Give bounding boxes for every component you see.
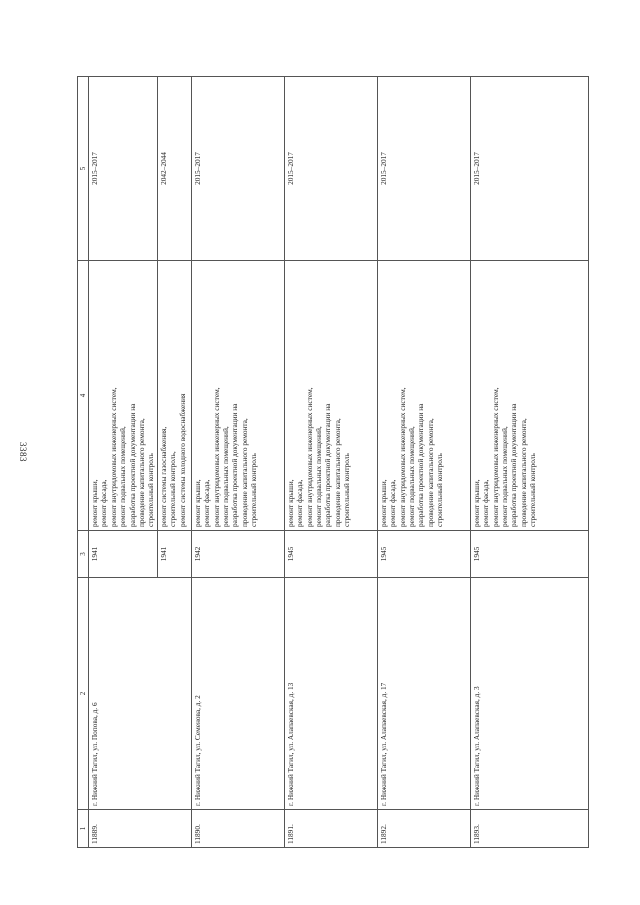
row-year: 1945 [470,531,588,578]
header-col-2: 2 [78,578,89,810]
row-period: 2042–2044 [157,77,191,261]
table-row [284,77,377,848]
row-year: 1941 [89,531,158,578]
table-row [89,77,158,848]
table-row [377,77,470,848]
row-number: 11890. [191,810,284,848]
header-col-3: 3 [78,531,89,578]
row-works: ремонт крыши, ремонт фасада, ремонт внутридомовых инженерных систем, ремонт подвальных помещений, разработка проектной документации на проведение капитального ремонта, строительный контроль [377,261,470,531]
row-address: г. Нижний Тагил, ул. Алапаевская, д. 13 [284,578,377,810]
row-address: г. Нижний Тагил, ул. Алапаевская, д. 3 [470,578,588,810]
row-number: 11892. [377,810,470,848]
row-number: 11891. [284,810,377,848]
row-works: ремонт крыши, ремонт фасада, ремонт внутридомовых инженерных систем, ремонт подвальных помещений, разработка проектной документации на проведение капитального ремонта, строительный контроль [89,261,158,531]
row-period: 2015–2017 [470,77,588,261]
row-period: 2015–2017 [89,77,158,261]
row-works: ремонт системы газоснабжения, строительный контроль, ремонт системы холодного водоснабжения [157,261,191,531]
row-number: 11893. [470,810,588,848]
header-col-1: 1 [78,810,89,848]
row-year: 1941 [157,531,191,578]
table-row [191,77,284,848]
row-year: 1942 [191,531,284,578]
document-sheet [77,77,589,848]
row-works: ремонт крыши, ремонт фасада, ремонт внутридомовых инженерных систем, ремонт подвальных помещений, разработка проектной документации на проведение капитального ремонта, строительный контроль [470,261,588,531]
row-works: ремонт крыши, ремонт фасада, ремонт внутридомовых инженерных систем, ремонт подвальных помещений, разработка проектной документации на проведение капитального ремонта, строительный контроль [191,261,284,531]
header-row [78,77,89,848]
page-number-text: 3383 [18,442,28,462]
row-period: 2015–2017 [284,77,377,261]
row-year: 1945 [284,531,377,578]
row-period: 2015–2017 [377,77,470,261]
table-row [470,77,588,848]
row-address: г. Нижний Тагил, ул. Семенова, д. 2 [191,578,284,810]
row-address: г. Нижний Тагил, ул. Попова, д. 6 [89,578,192,810]
repair-schedule-table [77,76,589,848]
row-works: ремонт крыши, ремонт фасада, ремонт внутридомовых инженерных систем, ремонт подвальных помещений, разработка проектной документации на проведение капитального ремонта, строительный контроль [284,261,377,531]
row-number: 11889. [89,810,192,848]
row-year: 1945 [377,531,470,578]
header-col-5: 5 [78,77,89,261]
header-col-4: 4 [78,261,89,531]
row-address: г. Нижний Тагил, ул. Алапаевская, д. 17 [377,578,470,810]
row-period: 2015–2017 [191,77,284,261]
